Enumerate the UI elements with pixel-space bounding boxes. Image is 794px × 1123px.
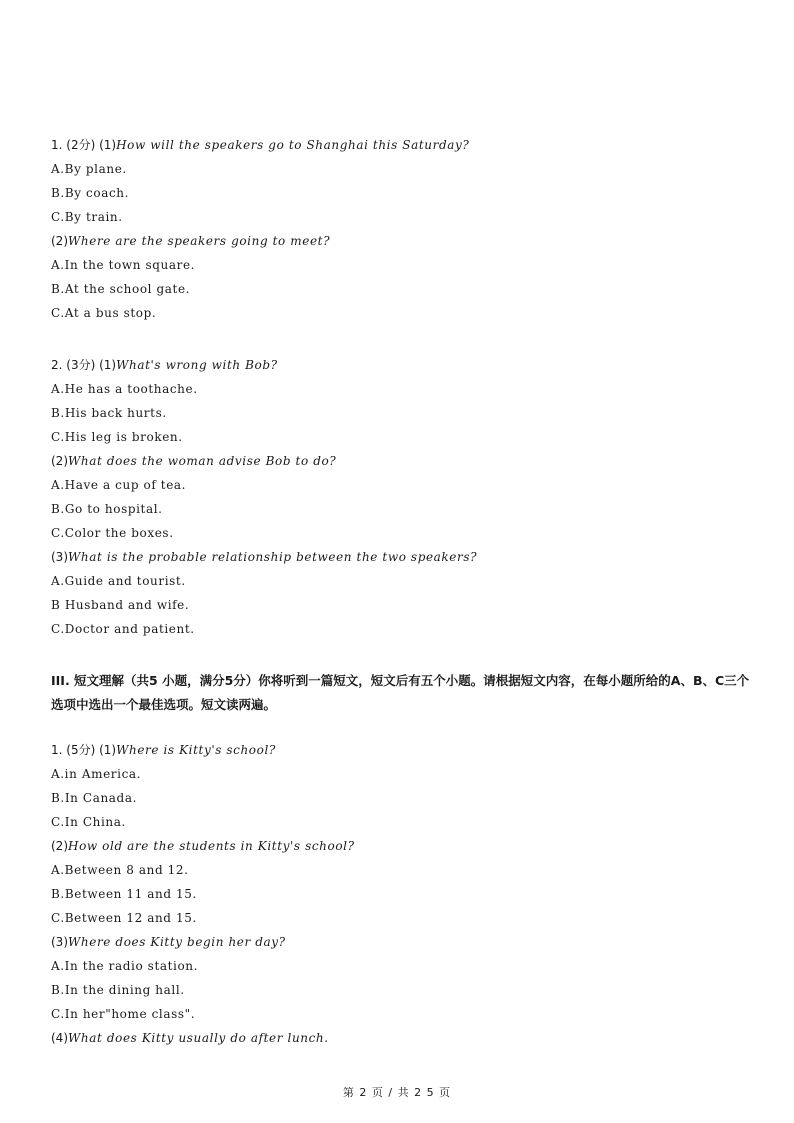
sub-number: (3)	[51, 550, 68, 564]
sub-number: (2)	[51, 454, 68, 468]
option: B.At the school gate.	[51, 282, 191, 296]
sub-question	[51, 934, 286, 950]
question-1-stem	[51, 137, 469, 153]
option: A.in America.	[51, 767, 142, 781]
sub-question	[51, 453, 336, 469]
question-text: How old are the students in Kitty's school?	[68, 839, 355, 853]
option: A.Guide and tourist.	[51, 574, 186, 588]
option: C.In China.	[51, 815, 126, 829]
option: A.In the town square.	[51, 258, 196, 272]
question-2-stem	[51, 357, 278, 373]
option: B.By coach.	[51, 186, 130, 200]
option: A.Have a cup of tea.	[51, 478, 187, 492]
question-3-stem	[51, 742, 276, 758]
sub-number: (4)	[51, 1031, 68, 1045]
option: B.His back hurts.	[51, 406, 167, 420]
option: C.Between 12 and 15.	[51, 911, 197, 925]
question-text: Where does Kitty begin her day?	[68, 935, 286, 949]
sub-number: (3)	[51, 935, 68, 949]
sub-number: (1)	[99, 138, 117, 152]
option: B.In the dining hall.	[51, 983, 185, 997]
page-footer: 第 2 页 / 共 2 5 页	[342, 1086, 452, 1099]
option: C.In her"home class".	[51, 1007, 196, 1021]
option: B.Between 11 and 15.	[51, 887, 197, 901]
sub-question	[51, 549, 477, 565]
sub-question	[51, 838, 355, 854]
question-text: Where is Kitty's school?	[116, 743, 276, 757]
question-text: What's wrong with Bob?	[116, 358, 278, 372]
option: B Husband and wife.	[51, 598, 190, 612]
sub-number: (1)	[99, 358, 117, 372]
option: A.By plane.	[51, 162, 127, 176]
option: A.Between 8 and 12.	[51, 863, 189, 877]
sub-question	[51, 1030, 329, 1046]
option: A.He has a toothache.	[51, 382, 198, 396]
option: B.Go to hospital.	[51, 502, 163, 516]
sub-number: (1)	[99, 743, 117, 757]
question-2-score: 2. (3分)	[51, 358, 100, 372]
option: C.By train.	[51, 210, 123, 224]
option: B.In Canada.	[51, 791, 137, 805]
question-text: What is the probable relationship between the two speakers?	[68, 550, 478, 564]
question-1-score: 1. (2分)	[51, 138, 100, 152]
question-text: How will the speakers go to Shanghai this Saturday?	[116, 138, 470, 152]
option: C.At a bus stop.	[51, 306, 157, 320]
sub-number: (2)	[51, 234, 68, 248]
question-3-score: 1. (5分)	[51, 743, 100, 757]
question-text: Where are the speakers going to meet?	[68, 234, 331, 248]
sub-question	[51, 233, 330, 249]
sub-number: (2)	[51, 839, 68, 853]
section-heading: III. 短文理解（共5 小题，满分5分）你将听到一篇短文，短文后有五个小题。请根据短文内容，在每小题所给的A、B、C三个选项中选出一个最佳选项。短文读两遍。	[51, 673, 750, 712]
option: A.In the radio station.	[51, 959, 199, 973]
option: C.Color the boxes.	[51, 526, 174, 540]
option: C.His leg is broken.	[51, 430, 183, 444]
question-text: What does the woman advise Bob to do?	[68, 454, 337, 468]
question-text: What does Kitty usually do after lunch.	[68, 1031, 329, 1045]
option: C.Doctor and patient.	[51, 622, 195, 636]
